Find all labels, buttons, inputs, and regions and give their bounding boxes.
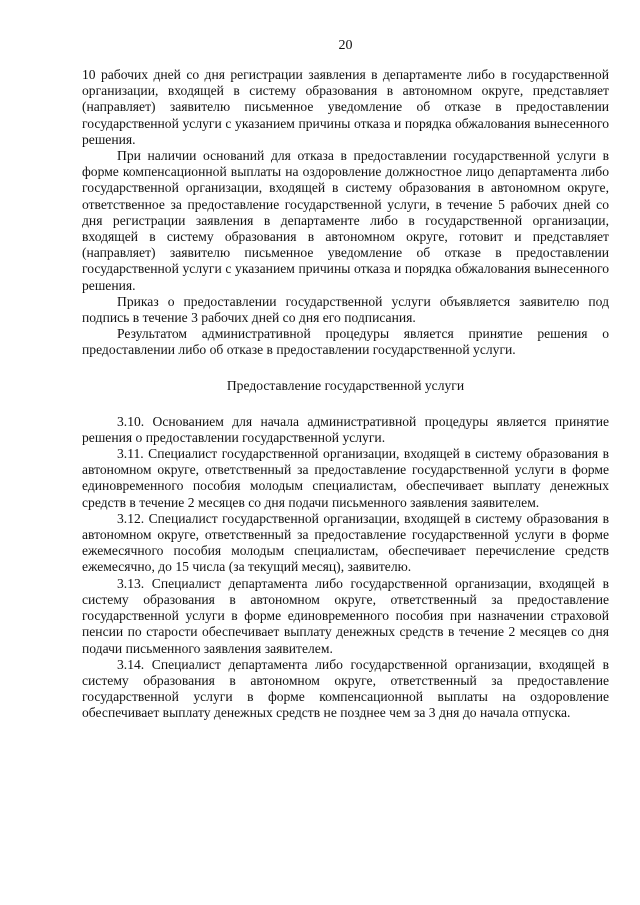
paragraph-3-13: 3.13. Специалист департамента либо государственной организации, входящей в систему образования в автономном округе, ответственный за предоставление государственной услуги в форме единовременного пособия при назначении страховой пенсии по старости обеспечивает выплату денежных средств в течение 2 месяцев со дня подачи письменного заявления заявителем. xyxy=(82,575,609,656)
paragraph-3-14: 3.14. Специалист департамента либо государственной организации, входящей в систему образования в автономном округе, ответственный за предоставление государственной услуги в форме компенсационной выплаты на оздоровление обеспечивает выплату денежных средств не позднее чем за 3 дня до начала отпуска. xyxy=(82,656,609,721)
paragraph-3-11: 3.11. Специалист государственной организации, входящей в систему образования в автономном округе, ответственный за предоставление государственной услуги в форме единовременного пособия молодым специалистам, обеспечивает выплату денежных средств в течение 2 месяцев со дня подачи письменного заявления заявителем. xyxy=(82,446,609,510)
paragraph-3-10: 3.10. Основанием для начала административной процедуры является принятие решения о предоставлении государственной услуги. xyxy=(82,413,609,445)
page-number: 20 xyxy=(338,38,353,53)
document-body xyxy=(82,67,609,722)
section-heading: Предоставление государственной услуги xyxy=(226,377,465,393)
paragraph-continuation: 10 рабочих дней со дня регистрации заявления в департаменте либо в государственной организации, входящей в систему образования в автономном округе, представляет (направляет) заявителю письменное уведомление об отказе в предоставлении государственной услуги с указанием причины отказа и порядка обжалования вынесенного решения. xyxy=(82,67,609,147)
paragraph-3-12: 3.12. Специалист государственной организации, входящей в систему образования в автономном округе, ответственный за предоставление государственной услуги в форме ежемесячного пособия молодым специалистам, обеспечивает перечисление средств ежемесячно, до 15 числа (за текущий месяц), заявителю. xyxy=(82,510,609,575)
paragraph-procedure-result: Результатом административной процедуры является принятие решения о предоставлении либо об отказе в предоставлении государственной услуги. xyxy=(82,326,609,358)
paragraph-order-announcement: Приказ о предоставлении государственной услуги объявляется заявителю под подпись в течение 3 рабочих дней со дня его подписания. xyxy=(82,293,609,326)
paragraph-refusal-compensation: При наличии оснований для отказа в предоставлении государственной услуги в форме компенсационной выплаты на оздоровление должностное лицо департамента либо государственной организации, входящей в систему образования в автономном округе, ответственное за предоставление государственной услуги, в течение 5 рабочих дней со дня регистрации заявления в департаменте либо в государственной организации, входящей в систему образования в автономном округе, готовит и представляет (направляет) заявителю письменное уведомление об отказе в предоставлении государственной услуги с указанием причины отказа и порядка обжалования вынесенного решения. xyxy=(82,148,609,293)
